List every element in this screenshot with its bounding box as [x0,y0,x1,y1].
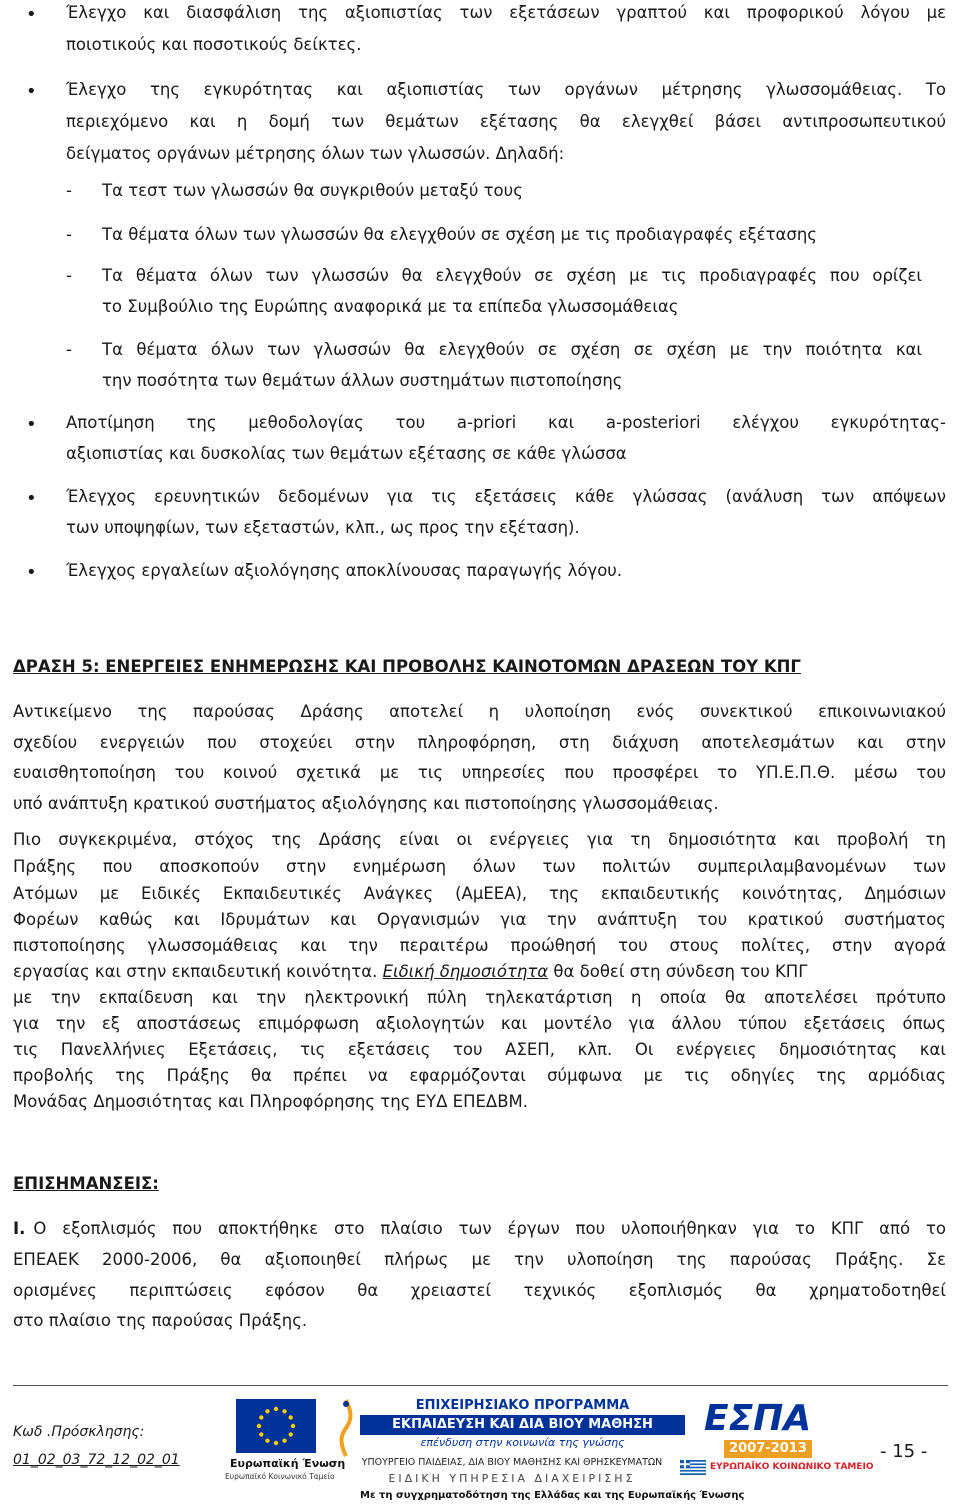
greek-flag-icon [680,1460,706,1475]
paragraph-line: τις Πανελλήνιες Εξετάσεις, τις εξετάσεις του ΑΣΕΠ, κλπ. Οι ενέργειες δημοσιότητας και [13,1040,946,1059]
eu-star [259,1432,263,1436]
op-logo-icon [337,1398,355,1458]
paragraph-line: ορισμένες περιπτώσεις εφόσον θα χρειαστεί τεχνικός εξοπλισμός θα χρηματοδοτηθεί [13,1281,946,1300]
espa-fund-label: ΕΥΡΩΠΑΪΚΟ ΚΟΙΝΩΝΙΚΟ ΤΑΜΕΙΟ [710,1462,874,1472]
paragraph-line: Φορέων καθώς και Ιδρυμάτων και Οργανισμών για την ανάπτυξη του κρατικού συστήματος [13,910,946,929]
eu-flag-icon [236,1399,316,1453]
paragraph-text: θα δοθεί στη σύνδεση του ΚΠΓ [548,962,808,981]
paragraph-line: Ο εξοπλισμός που αποκτήθηκε στο πλαίσιο των έργων που υλοποιήθηκαν για το ΚΠΓ από το [33,1219,946,1238]
dash-item-text: Τα θέματα όλων των γλωσσών θα ελεγχθούν σε σχέση με τις προδιαγραφές εξέτασης [102,225,817,244]
list-item-text: Έλεγχο της εγκυρότητας και αξιοπιστίας των οργάνων μέτρησης γλωσσομάθειας. Το [66,80,946,99]
paragraph-line: ευαισθητοποίηση του κοινού σχετικά με τις υπηρεσίες που προσφέρει το ΥΠ.Ε.Π.Θ. μέσω του [13,763,946,782]
dash-item-text: Τα τεστ των γλωσσών θα συγκριθούν μεταξύ τους [102,181,523,200]
eu-star [274,1441,278,1445]
paragraph-line: υπό ανάπτυξη κρατικού συστήματος αξιολόγησης και πιστοποίησης γλωσσομάθειας. [13,794,719,813]
notes-marker: Ι. [13,1219,26,1238]
eu-star [265,1439,269,1443]
espa-years: 2007-2013 [724,1440,812,1458]
notes-first-line [13,1218,946,1240]
eu-star [259,1415,263,1419]
paragraph-text: εργασίας και στην εκπαιδευτική κοινότητα. [13,962,383,981]
bullet-icon: • [26,562,37,583]
list-item-text: περιεχόμενο και η δομή των θεμάτων εξέτασης θα ελεγχθεί βάσει αντιπροσωπευτικού [66,112,946,131]
paragraph-line: για την εξ αποστάσεως επιμόρφωση αξιολογητών και μοντέλο για άλλου τύπου εξετάσεις όπως [13,1014,946,1033]
dash-item-text: την ποσότητα των θεμάτων άλλων συστημάτων πιστοποίησης [102,371,623,390]
paragraph-line: Μονάδας Δημοσιότητας και Πληροφόρησης της ΕΥΔ ΕΠΕΔΒΜ. [13,1092,529,1111]
notes-heading: ΕΠΙΣΗΜΑΝΣΕΙΣ: [13,1174,159,1193]
list-item-text: Αποτίμηση της μεθοδολογίας του a-priori και a-posteriori ελέγχου εγκυρότητας- [66,413,946,432]
espa-logo: ΕΣΠΑ [704,1398,812,1439]
dash-item-text: Τα θέματα όλων των γλωσσών θα ελεγχθούν σε σχέση σε σχέση με την ποιότητα και [102,340,922,359]
authority-label: ΕΙΔΙΚΗ ΥΠΗΡΕΣΙΑ ΔΙΑΧΕΙΡΙΣΗΣ [388,1472,636,1485]
dash-marker: - [66,181,72,200]
list-item-text: των υποψηφίων, των εξεταστών, κλπ., ως προς την εξέταση). [66,518,580,537]
eu-star [265,1409,269,1413]
ministry-label: ΥΠΟΥΡΓΕΙΟ ΠΑΙΔΕΙΑΣ, ΔΙΑ ΒΙΟΥ ΜΑΘΗΣΗΣ ΚΑΙ ΘΡΗΣΚΕΥΜΑΤΩΝ [361,1457,663,1468]
dash-item-text: το Συμβούλιο της Ευρώπης αναφορικά με τα επίπεδα γλωσσομάθειας [102,297,679,316]
list-item-text: ποιοτικούς και ποσοτικούς δείκτες. [66,35,362,54]
dash-marker: - [66,225,72,244]
eu-star [257,1424,261,1428]
list-item-text: Έλεγχος εργαλείων αξιολόγησης αποκλίνουσας παραγωγής λόγου. [66,561,623,580]
bullet-icon: • [26,414,37,435]
op-subtitle: ΕΚΠΑΙΔΕΥΣΗ ΚΑΙ ΔΙΑ ΒΙΟΥ ΜΑΘΗΣΗ [360,1415,685,1435]
paragraph-line: σχεδίου ενεργειών που στοχεύει στην πληροφόρηση, στη διάχυση αποτελεσμάτων και στην [13,733,946,752]
bullet-icon: • [26,81,37,102]
dash-marker: - [66,340,72,359]
eu-star [274,1407,278,1411]
call-code-label: Κωδ .Πρόσκλησης: [13,1424,145,1440]
op-slogan: επένδυση στην κοινωνία της γνώσης [420,1436,625,1449]
list-item-text: δείγματος οργάνων μέτρησης όλων των γλωσσών. Δηλαδή: [66,144,565,163]
call-code-value: 01_02_03_72_12_02_01 [13,1452,180,1468]
dash-item-text: Τα θέματα όλων των γλωσσών θα ελεγχθούν σε σχέση με τις προδιαγραφές που ορίζει [102,266,922,285]
special-publicity-link[interactable]: Ειδική δημοσιότητα [382,962,549,981]
eu-star [289,1415,293,1419]
op-title: ΕΠΙΧΕΙΡΗΣΙΑΚΟ ΠΡΟΓΡΑΜΜΑ [360,1396,685,1416]
eu-star [282,1439,286,1443]
paragraph-line: προβολής της Πράξης θα πρέπει να εφαρμόζονται σύμφωνα με τις οδηγίες της αρμόδιας [13,1066,946,1085]
dash-marker: - [66,266,72,285]
paragraph-line: ΕΠΕΑΕΚ 2000-2006, θα αξιοποιηθεί πλήρως με την υλοποίηση της παρούσας Πράξης. Σε [13,1250,946,1269]
paragraph-line: Πιο συγκεκριμένα, στόχος της Δράσης είναι οι ενέργειες για τη δημοσιότητα και προβολή τη [13,830,946,849]
paragraph-line-with-link [13,961,946,983]
paragraph-line: Πράξης που αποσκοπούν στην ενημέρωση όλων των πολιτών συμπεριλαμβανομένων των [13,857,946,876]
eu-star [291,1424,295,1428]
eu-sub-label: Ευρωπαϊκό Κοινωνικό Ταμείο [225,1472,335,1481]
bullet-icon: • [26,4,37,25]
page-number: - 15 - [880,1441,928,1462]
list-item-text: Έλεγχο και διασφάλιση της αξιοπιστίας των εξετάσεων γραπτού και προφορικού λόγου με [66,3,946,22]
eu-star [282,1409,286,1413]
footer-divider [13,1385,948,1386]
eu-star [289,1432,293,1436]
cofunding-label: Με τη συγχρηματοδότηση της Ελλάδας και της Ευρωπαϊκής Ένωσης [360,1490,745,1501]
list-item-text: αξιοπιστίας και δυσκολίας των θεμάτων εξέτασης σε κάθε γλώσσα [66,444,627,463]
list-item-text: Έλεγχος ερευνητικών δεδομένων για τις εξετάσεις κάθε γλώσσας (ανάλυση των απόψεων [66,487,946,506]
bullet-icon: • [26,488,37,509]
section-heading: ΔΡΑΣΗ 5: ΕΝΕΡΓΕΙΕΣ ΕΝΗΜΕΡΩΣΗΣ ΚΑΙ ΠΡΟΒΟΛΗΣ ΚΑΙΝΟΤΟΜΩΝ ΔΡΑΣΕΩΝ ΤΟΥ ΚΠΓ [13,657,801,676]
eu-label: Ευρωπαϊκή Ένωση [230,1457,346,1470]
paragraph-line: Αντικείμενο της παρούσας Δράσης αποτελεί η υλοποίηση ενός συνεκτικού επικοινωνιακού [13,702,946,721]
paragraph-line: Ατόμων με Ειδικές Εκπαιδευτικές Ανάγκες (ΑμΕΕΑ), της εκπαιδευτικής κοινότητας, Δημόσιων [13,884,946,903]
paragraph-line: πιστοποίησης γλωσσομάθειας και την περαιτέρω προώθησή του στους πολίτες, στην αγορά [13,936,946,955]
paragraph-line: με την εκπαίδευση και την ηλεκτρονική πύλη τηλεκατάρτιση η οποία θα αποτελέσει πρότυπο [13,988,946,1007]
paragraph-line: στο πλαίσιο της παρούσας Πράξης. [13,1311,308,1330]
